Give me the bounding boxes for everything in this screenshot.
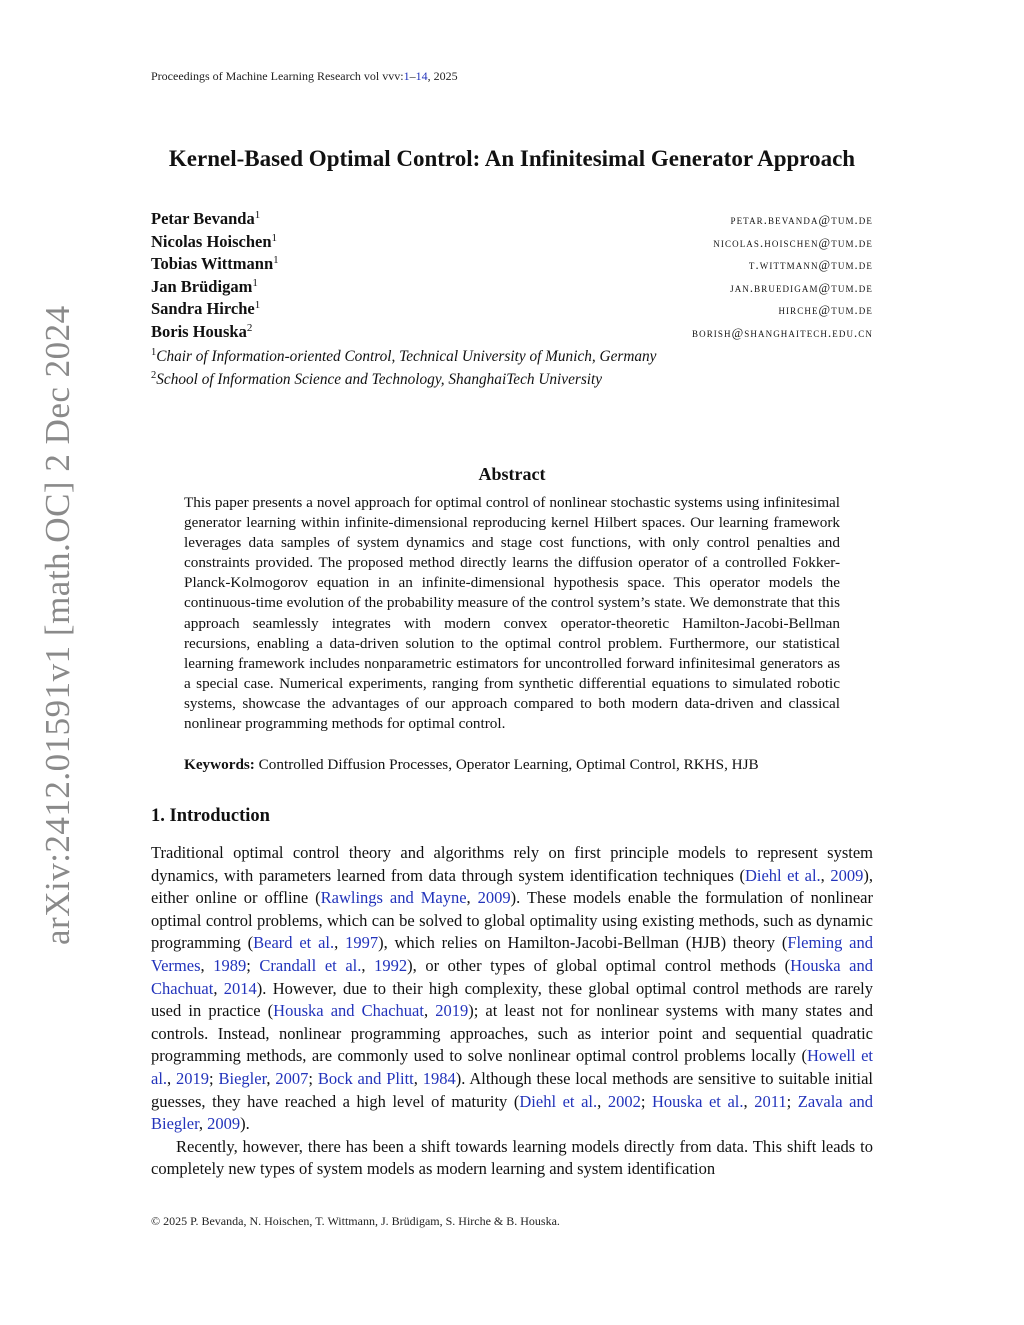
copyright-footer: © 2025 P. Bevanda, N. Hoischen, T. Wittmann, J. Brüdigam, S. Hirche & B. Houska. [151, 1214, 560, 1228]
citation-link[interactable]: 2019 [176, 1068, 210, 1088]
paragraph-text: , [743, 1091, 755, 1111]
paragraph-text: , [597, 1091, 608, 1111]
affiliation-text: School of Information Science and Technology, ShanghaiTech University [156, 370, 603, 388]
affiliation-number: 1 [151, 347, 157, 358]
keywords-label: Keywords: [184, 756, 255, 773]
paragraph-text: ). These models enable the formulation of nonlinear optimal control problems, which can be solved to global optimality using existing methods, such as dynamic programming ( [151, 888, 873, 953]
citation-link[interactable]: 1997 [345, 933, 379, 953]
paragraph-text: , [213, 978, 224, 998]
page-end-link[interactable]: 14 [415, 69, 428, 83]
author-name-text: Tobias Wittmann [151, 254, 274, 274]
author-name-text: Boris Houska [151, 322, 247, 341]
citation-link[interactable]: Diehl et al. [744, 865, 821, 885]
affiliation-marker: 1 [273, 254, 279, 267]
paragraph-text: Traditional optimal control theory and algorithms rely on first principle models to represent system dynamics, with parameters learned from data through system identification techniques ( [151, 843, 873, 885]
paragraph-text: , [466, 888, 478, 908]
citation-link[interactable]: 2011 [754, 1091, 787, 1111]
author-name [151, 322, 252, 342]
paragraph-text: , [266, 1068, 276, 1088]
author-row [151, 209, 873, 232]
author-name-text: Nicolas Hoischen [151, 231, 272, 251]
citation-link[interactable]: Houska and Chachuat [151, 955, 874, 998]
author-name [151, 299, 260, 319]
affiliation-marker: 1 [254, 299, 261, 312]
citation-link[interactable]: Biegler [218, 1068, 267, 1088]
paragraph-text: ), which relies on Hamilton-Jacobi-Bellman (HJB) theory ( [378, 933, 788, 953]
affiliation-marker: 1 [252, 276, 258, 289]
citation-link[interactable]: Houska and Chachuat [273, 1001, 424, 1021]
paragraph-text: , [423, 1001, 436, 1021]
paragraph-text: ). However, due to their high complexity, these global optimal control methods are rarely used in practice ( [151, 978, 874, 1021]
arxiv-sidebar-stamp: arXiv:2412.01591v1 [math.OC] 2 Dec 2024 [38, 305, 77, 945]
affiliation-marker: 2 [246, 322, 253, 334]
paragraph-text: , [361, 955, 375, 975]
paragraph-text: ); at least not for nonlinear systems with many states and controls. Instead, nonlinear programming approaches, such as interior point and sequential quadratic programming methods, are commonly used to solve nonlinear optimal control problems locally ( [151, 1001, 874, 1066]
page-start-link[interactable]: 1 [403, 69, 410, 83]
paragraph-text: , [413, 1068, 423, 1088]
paragraph-text: ). Although these local methods are sensitive to suitable initial guesses, they have reached a high level of maturity ( [151, 1068, 874, 1111]
keywords-line [184, 756, 840, 774]
author-email[interactable]: hirche@tum.de [778, 303, 873, 318]
citation-link[interactable]: 2009 [207, 1114, 241, 1134]
paragraph-text: , [334, 933, 346, 953]
author-name [151, 277, 258, 297]
author-row [151, 322, 873, 345]
header-year: , 2025 [427, 69, 458, 83]
paragraph-text: , [167, 1068, 177, 1088]
intro-paragraph-1 [151, 842, 873, 1136]
author-email[interactable]: nicolas.hoischen@tum.de [713, 235, 873, 250]
author-name-text: Petar Bevanda [151, 209, 255, 228]
citation-link[interactable]: Howell et al. [151, 1046, 873, 1088]
section-heading-introduction: 1. Introduction [151, 806, 270, 826]
citation-link[interactable]: Diehl et al. [519, 1091, 598, 1111]
author-name [151, 232, 277, 252]
citation-link[interactable]: 2009 [830, 865, 864, 885]
author-name [151, 254, 279, 274]
paragraph-text: ; [308, 1068, 318, 1088]
citation-link[interactable]: 2009 [477, 888, 511, 908]
paragraph-text: ). [240, 1114, 250, 1134]
citation-link[interactable]: 2014 [223, 978, 257, 998]
paragraph-text: ; [209, 1068, 219, 1088]
citation-link[interactable]: Rawlings and Mayne [320, 888, 467, 908]
author-row [151, 277, 873, 300]
affiliation-marker: 1 [254, 209, 261, 221]
citation-link[interactable]: Beard et al. [253, 933, 335, 953]
abstract-heading: Abstract [478, 464, 546, 484]
author-row [151, 254, 873, 277]
abstract-text: This paper presents a novel approach for optimal control of nonlinear stochastic systems using infinitesimal generator learning within infinite-dimensional reproducing kernel Hilbert spaces. Our learning framework leverages data samples of system dynamics and stage cost functions, with only control penalties and constraints provided. The proposed method directly learns the diffusion operator of a controlled Fokker-Planck-Kolmogorov equation in an infinite-dimensional hypothesis space. This operator models the continuous-time evolution of the probability measure of the control system’s state. We demonstrate that this approach seamlessly integrates with modern convex operator-theoretic Hamilton-Jacobi-Bellman recursions, enabling a data-driven solution to the optimal control problem. Furthermore, our statistical learning framework includes nonparametric estimators for uncontrolled forward infinitesimal generators as a special case. Numerical experiments, ranging from synthetic differential equations to simulated robotic systems, showcase the advantages of our approach compared to both modern data-driven and classical nonlinear programming methods for optimal control. [184, 494, 840, 733]
affiliation-marker: 1 [271, 231, 278, 244]
citation-link[interactable]: 2002 [607, 1091, 641, 1111]
keywords-text: Controlled Diffusion Processes, Operator Learning, Optimal Control, RKHS, HJB [258, 756, 759, 773]
author-email[interactable]: jan.bruedigam@tum.de [730, 280, 873, 295]
paragraph-text: , [200, 955, 214, 975]
citation-link[interactable]: Bock and Plitt [317, 1068, 414, 1088]
introduction-body [151, 842, 873, 1181]
citation-link[interactable]: Crandall et al. [259, 955, 362, 975]
author-row [151, 232, 873, 255]
paragraph-text: , [198, 1114, 208, 1134]
author-email[interactable]: petar.bevanda@tum.de [730, 213, 873, 227]
venue-text: Proceedings of Machine Learning Research vol vvv: [151, 69, 404, 83]
affiliation-number: 2 [151, 369, 157, 381]
citation-link[interactable]: 1989 [213, 955, 247, 975]
paragraph-text: ; [640, 1091, 652, 1111]
citation-link[interactable]: 2007 [275, 1068, 309, 1088]
paragraph-text: ; [786, 1091, 798, 1111]
author-row [151, 299, 873, 322]
intro-paragraph-2: Recently, however, there has been a shift towards learning models directly from data. This shift leads to completely new types of system models as modern learning and system identification [151, 1136, 873, 1179]
author-name [151, 209, 260, 229]
citation-link[interactable]: 2019 [435, 1001, 469, 1021]
citation-link[interactable]: 1984 [422, 1068, 456, 1088]
affiliation-text: Chair of Information-oriented Control, Technical University of Munich, Germany [156, 348, 657, 365]
page-dash: – [409, 69, 416, 83]
citation-link[interactable]: Houska et al. [651, 1091, 744, 1111]
author-email[interactable]: borish@shanghaitech.edu.cn [692, 326, 873, 340]
running-header [151, 69, 458, 84]
paper-title: Kernel-Based Optimal Control: An Infinitesimal Generator Approach [168, 146, 856, 171]
paragraph-text: ; [246, 955, 260, 975]
citation-link[interactable]: Zavala and Biegler [151, 1091, 874, 1134]
paragraph-text: ), either online or offline ( [151, 865, 873, 908]
author-email[interactable]: t.wittmann@tum.de [748, 258, 873, 273]
paragraph-text: , [820, 865, 831, 885]
author-name-text: Sandra Hirche [151, 299, 255, 319]
citation-link[interactable]: 1992 [374, 955, 408, 975]
citation-link[interactable]: Fleming and Vermes [151, 933, 874, 975]
affiliation-line [151, 347, 656, 366]
paragraph-text: ), or other types of global optimal control methods ( [407, 955, 791, 975]
affiliation-line [151, 370, 602, 389]
author-name-text: Jan Brüdigam [151, 276, 253, 296]
